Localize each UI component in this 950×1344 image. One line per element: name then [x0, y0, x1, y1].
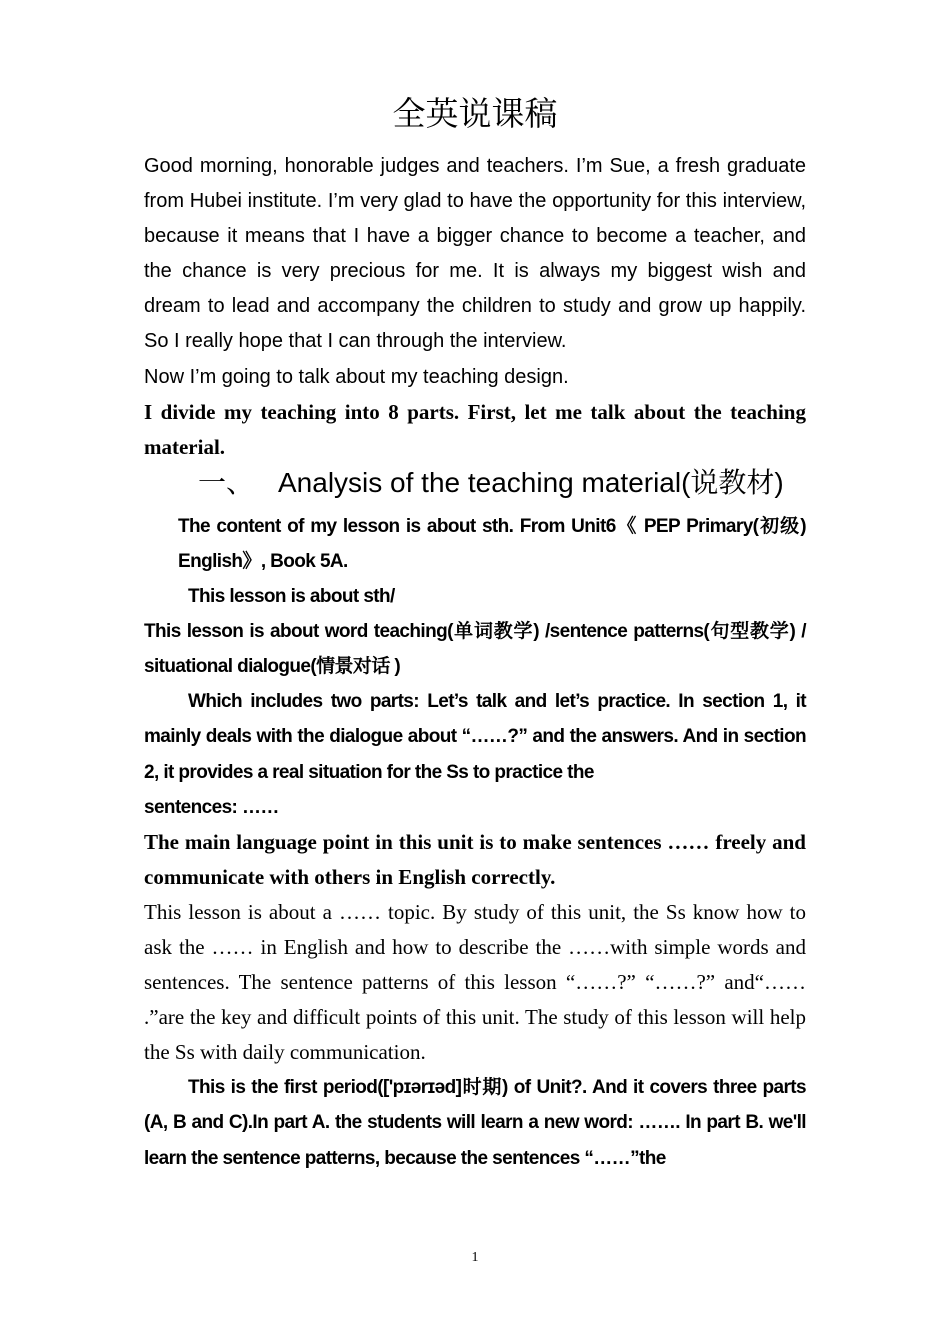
design-intro-line: Now I’m going to talk about my teaching design.: [144, 365, 569, 388]
document-body: [144, 149, 806, 1176]
section-heading: [144, 465, 806, 501]
topic-paragraph: This lesson is about a …… topic. By study of this unit, the Ss know how to ask the …… in English and how to describe the ……with simple words and sentences. The sentence patterns of this lesson “……?” “……?” and“…… .”are the key and difficult points of this unit. The study of this lesson will help the Ss with daily communication.: [144, 899, 806, 1065]
lesson-about-line: This lesson is about sth/: [188, 586, 395, 608]
page-number: 1: [471, 1250, 479, 1265]
document-title: 全英说课稿: [392, 94, 558, 133]
intro-paragraph: Good morning, honorable judges and teachers. I’m Sue, a fresh graduate from Hubei institute. I’m very glad to have the opportunity for this interview, because it means that I have a bigger chance to become a teacher, and the chance is very precious for me. It is always my biggest wish and dream to lead and accompany the children to study and grow up happily. So I really hope that I can through the interview.: [144, 155, 806, 353]
language-point-paragraph: The main language point in this unit is to make sentences …… freely and communicate with others in English correctly.: [144, 829, 806, 889]
sentences-line: sentences: ……: [144, 796, 279, 818]
parts-description-paragraph: Which includes two parts: Let’s talk and let’s practice. In section 1, it mainly deals with the dialogue about “……?” and the answers. And in section 2, it provides a real situation for the Ss to practice the: [144, 691, 806, 783]
section-heading-text: Analysis of the teaching material(说教材): [278, 466, 784, 498]
section-number: 一、: [198, 466, 255, 498]
content-paragraph: The content of my lesson is about sth. From Unit6《 PEP Primary(初级) English》, Book 5A.: [178, 515, 806, 572]
parts-paragraph: I divide my teaching into 8 parts. First, let me talk about the teaching material.: [144, 399, 806, 459]
period-paragraph: This is the first period(['pɪərɪəd]时期) of Unit?. And it covers three parts (A, B and C).In part A. the students will learn a new word: ……. In part B. we'll learn the sentence patterns, because the sentences “……”the: [144, 1077, 806, 1169]
lesson-type-paragraph: This lesson is about word teaching(单词教学) /sentence patterns(句型教学) / situational dialogue(情景对话 ): [144, 621, 806, 678]
